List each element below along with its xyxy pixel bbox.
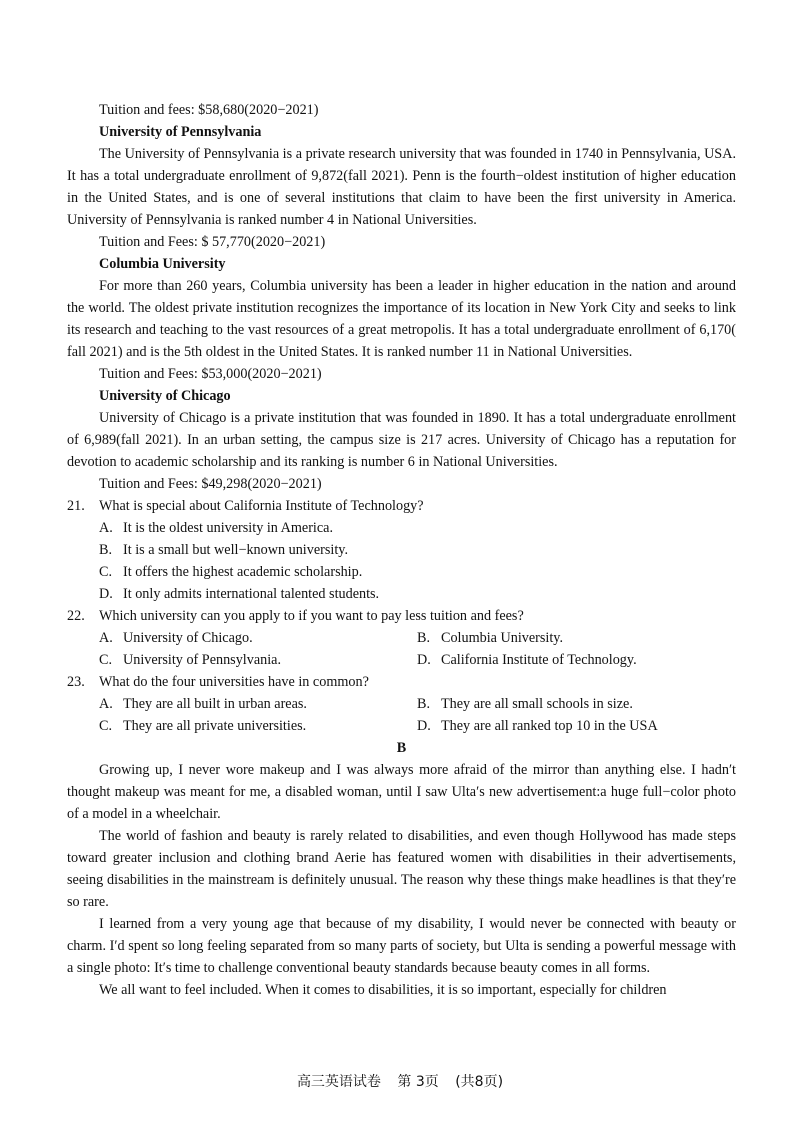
option-text: University of Chicago. [123, 630, 253, 646]
option [99, 649, 417, 671]
page-footer [0, 1071, 800, 1091]
option-letter: B. [417, 630, 431, 646]
page-number: 第 3页 [397, 1074, 439, 1090]
exam-title: 高三英语试卷 [296, 1074, 381, 1090]
page-total: (共8页) [455, 1074, 504, 1090]
option-row [67, 627, 736, 649]
option [99, 627, 417, 649]
option-letter: C. [99, 652, 113, 668]
tuition-fee-line: Tuition and Fees: $ 57,770(2020−2021) [99, 234, 326, 250]
university-heading: University of Pennsylvania [99, 124, 262, 140]
option-text: They are all built in urban areas. [123, 696, 307, 712]
question-text: What is special about California Institute of Technology? [99, 498, 424, 514]
option-letter: B. [417, 696, 431, 712]
option-letter: D. [99, 586, 113, 602]
option-row [67, 715, 736, 737]
paragraph: The world of fashion and beauty is rarely related to disabilities, and even though Hollywood has made steps toward greater inclusion and clothing brand Aerie has featured women with disabilities in their advertisements, seeing disabilities in the mainstream is definitely unusual. The reason why these things make headlines is that they′re so rare. [67, 828, 736, 910]
option [99, 517, 736, 539]
option-letter: A. [99, 630, 113, 646]
option-text: They are all private universities. [123, 718, 307, 734]
question-number: 22. [67, 608, 85, 624]
option [99, 539, 736, 561]
question-23 [67, 671, 736, 693]
option-letter: D. [417, 718, 431, 734]
question-21-options [67, 517, 736, 605]
tuition-fee-line: Tuition and Fees: $53,000(2020−2021) [99, 366, 322, 382]
paragraph: Growing up, I never wore makeup and I was always more afraid of the mirror than anything else. I hadn′t thought makeup was meant for me, a disabled woman, until I saw Ulta′s new advertisement:a huge full−color photo of a model in a wheelchair. [67, 762, 736, 822]
option [417, 715, 735, 737]
university-heading: Columbia University [99, 256, 226, 272]
question-number: 21. [67, 498, 85, 514]
option-letter: A. [99, 520, 113, 536]
option-text: They are all ranked top 10 in the USA [441, 718, 658, 734]
option [417, 649, 735, 671]
paragraph: I learned from a very young age that because of my disability, I would never be connected with beauty or charm. I′d spent so long feeling separated from so many parts of society, but Ulta is sending a powerful message with a single photo: It′s time to challenge conventional beauty standards because beauty comes in all forms. [67, 916, 736, 976]
option-letter: D. [417, 652, 431, 668]
question-text: Which university can you apply to if you want to pay less tuition and fees? [99, 608, 524, 624]
option [99, 561, 736, 583]
section-title: B [396, 740, 407, 756]
university-heading: University of Chicago [99, 388, 231, 404]
option-text: University of Pennsylvania. [123, 652, 282, 668]
option-text: It is a small but well−known university. [123, 542, 348, 558]
tuition-fee-line: Tuition and fees: $58,680(2020−2021) [99, 102, 319, 118]
option-text: It is the oldest university in America. [123, 520, 334, 536]
option [417, 693, 735, 715]
option-text: They are all small schools in size. [441, 696, 633, 712]
option-text: It offers the highest academic scholarship. [123, 564, 363, 580]
tuition-fee-line: Tuition and Fees: $49,298(2020−2021) [99, 476, 322, 492]
document-page [67, 99, 736, 1001]
question-22 [67, 605, 736, 627]
option [99, 715, 417, 737]
option-letter: A. [99, 696, 113, 712]
question-number: 23. [67, 674, 85, 690]
option-text: It only admits international talented students. [123, 586, 380, 602]
option [99, 583, 736, 605]
option-row [67, 693, 736, 715]
option [417, 627, 735, 649]
question-text: What do the four universities have in common? [99, 674, 369, 690]
paragraph: The University of Pennsylvania is a private research university that was founded in 1740 in Pennsylvania, USA. It has a total undergraduate enrollment of 9,872(fall 2021). Penn is the fourth−oldest institution of higher education in the United States, and is one of several institutions that claim to have been the first university in America. University of Pennsylvania is ranked number 4 in National Universities. [67, 146, 736, 228]
option-letter: C. [99, 718, 113, 734]
question-21 [67, 495, 736, 517]
paragraph: We all want to feel included. When it comes to disabilities, it is so important, especially for children [99, 982, 667, 998]
option-letter: B. [99, 542, 113, 558]
option-text: California Institute of Technology. [441, 652, 637, 668]
option-text: Columbia University. [441, 630, 564, 646]
option [99, 693, 417, 715]
paragraph: University of Chicago is a private institution that was founded in 1890. It has a total undergraduate enrollment of 6,989(fall 2021). In an urban setting, the campus size is 217 acres. University of Chicago has a reputation for devotion to academic scholarship and its ranking is number 6 in National Universities. [67, 410, 736, 470]
paragraph: For more than 260 years, Columbia university has been a leader in higher education in the nation and around the world. The oldest private institution recognizes the importance of its location in New York City and seeks to link its research and teaching to the vast resources of a great metropolis. It has a total undergraduate enrollment of 6,170( fall 2021) and is the 5th oldest in the United States. It is ranked number 11 in National Universities. [67, 278, 736, 360]
option-letter: C. [99, 564, 113, 580]
option-row [67, 649, 736, 671]
